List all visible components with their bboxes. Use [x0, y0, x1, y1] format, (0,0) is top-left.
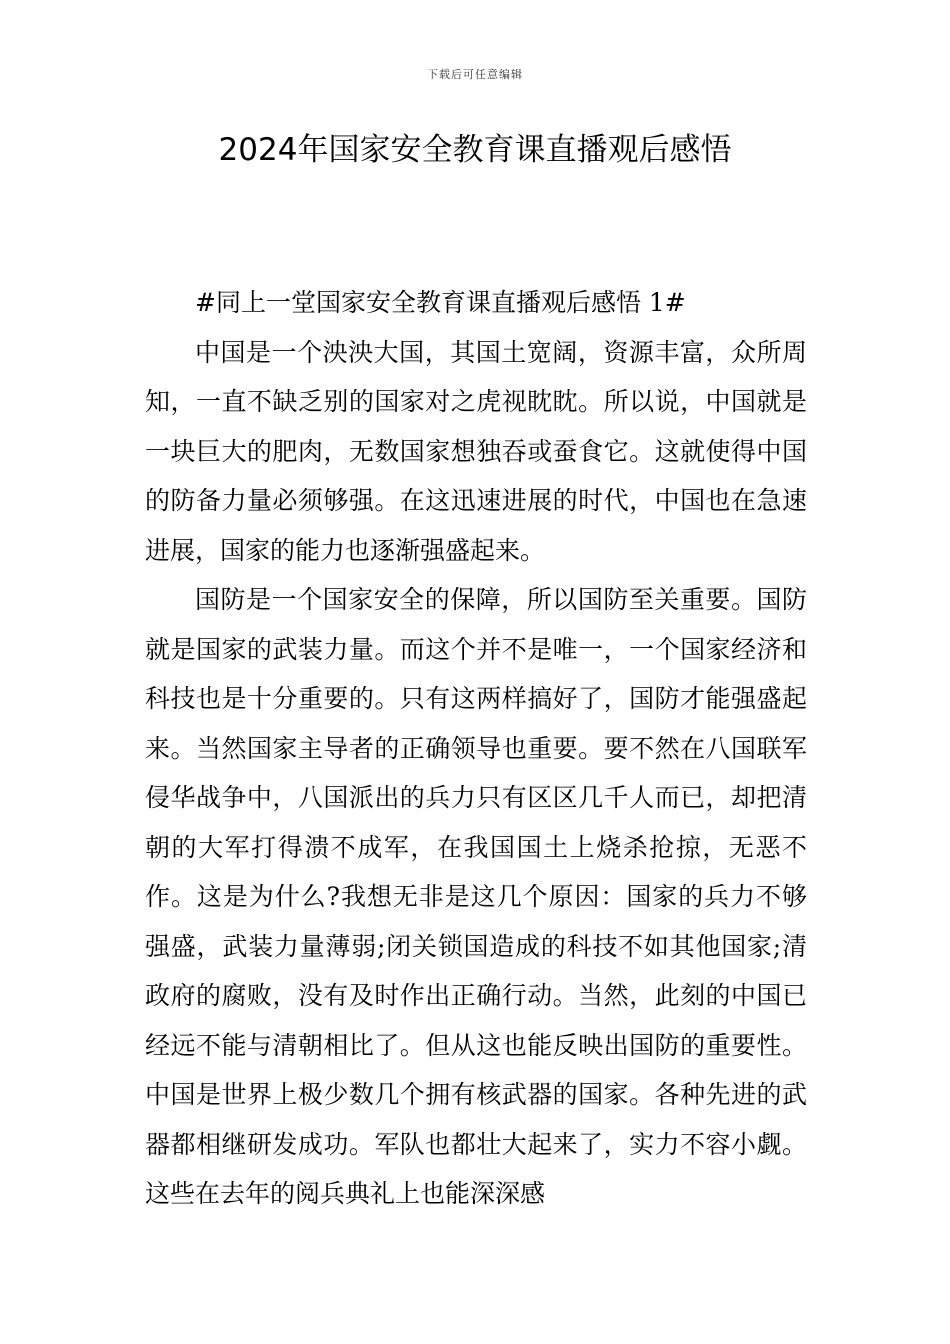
paragraph-2: 国防是一个国家安全的保障，所以国防至关重要。国防就是国家的武装力量。而这个并不是唯一，一个国家经济和科技也是十分重要的。只有这两样搞好了，国防才能强盛起来。当然国家主导者的正确领导也重要。要不然在八国联军侵华战争中，八国派出的兵力只有区区几千人而已，却把清朝的大军打得溃不成军，在我国国土上烧杀抢掠，无恶不作。这是为什么?我想无非是这几个原因：国家的兵力不够强盛，武装力量薄弱;闭关锁国造成的科技不如其他国家;清政府的腐败，没有及时作出正确行动。当然，此刻的中国已经远不能与清朝相比了。但从这也能反映出国防的重要性。中国是世界上极少数几个拥有核武器的国家。各种先进的武器都相继研发成功。军队也都壮大起来了，实力不容小觑。这些在去年的阅兵典礼上也能深深感 — [145, 585, 807, 1208]
document-title: 2024年国家安全教育课直播观后感悟 — [218, 132, 732, 168]
paragraph-1: 中国是一个泱泱大国，其国土宽阔，资源丰富，众所周知，一直不缺乏别的国家对之虎视眈眈。所以说，中国就是一块巨大的肥肉，无数国家想独吞或蚕食它。这就使得中国的防备力量必须够强。在这迅速进展的时代，中国也在急速进展，国家的能力也逐渐强盛起来。 — [145, 337, 807, 565]
section-heading: #同上一堂国家安全教育课直播观后感悟 1# — [195, 288, 686, 317]
document-body — [145, 278, 807, 1219]
header-note: 下载后可任意编辑 — [427, 68, 523, 81]
